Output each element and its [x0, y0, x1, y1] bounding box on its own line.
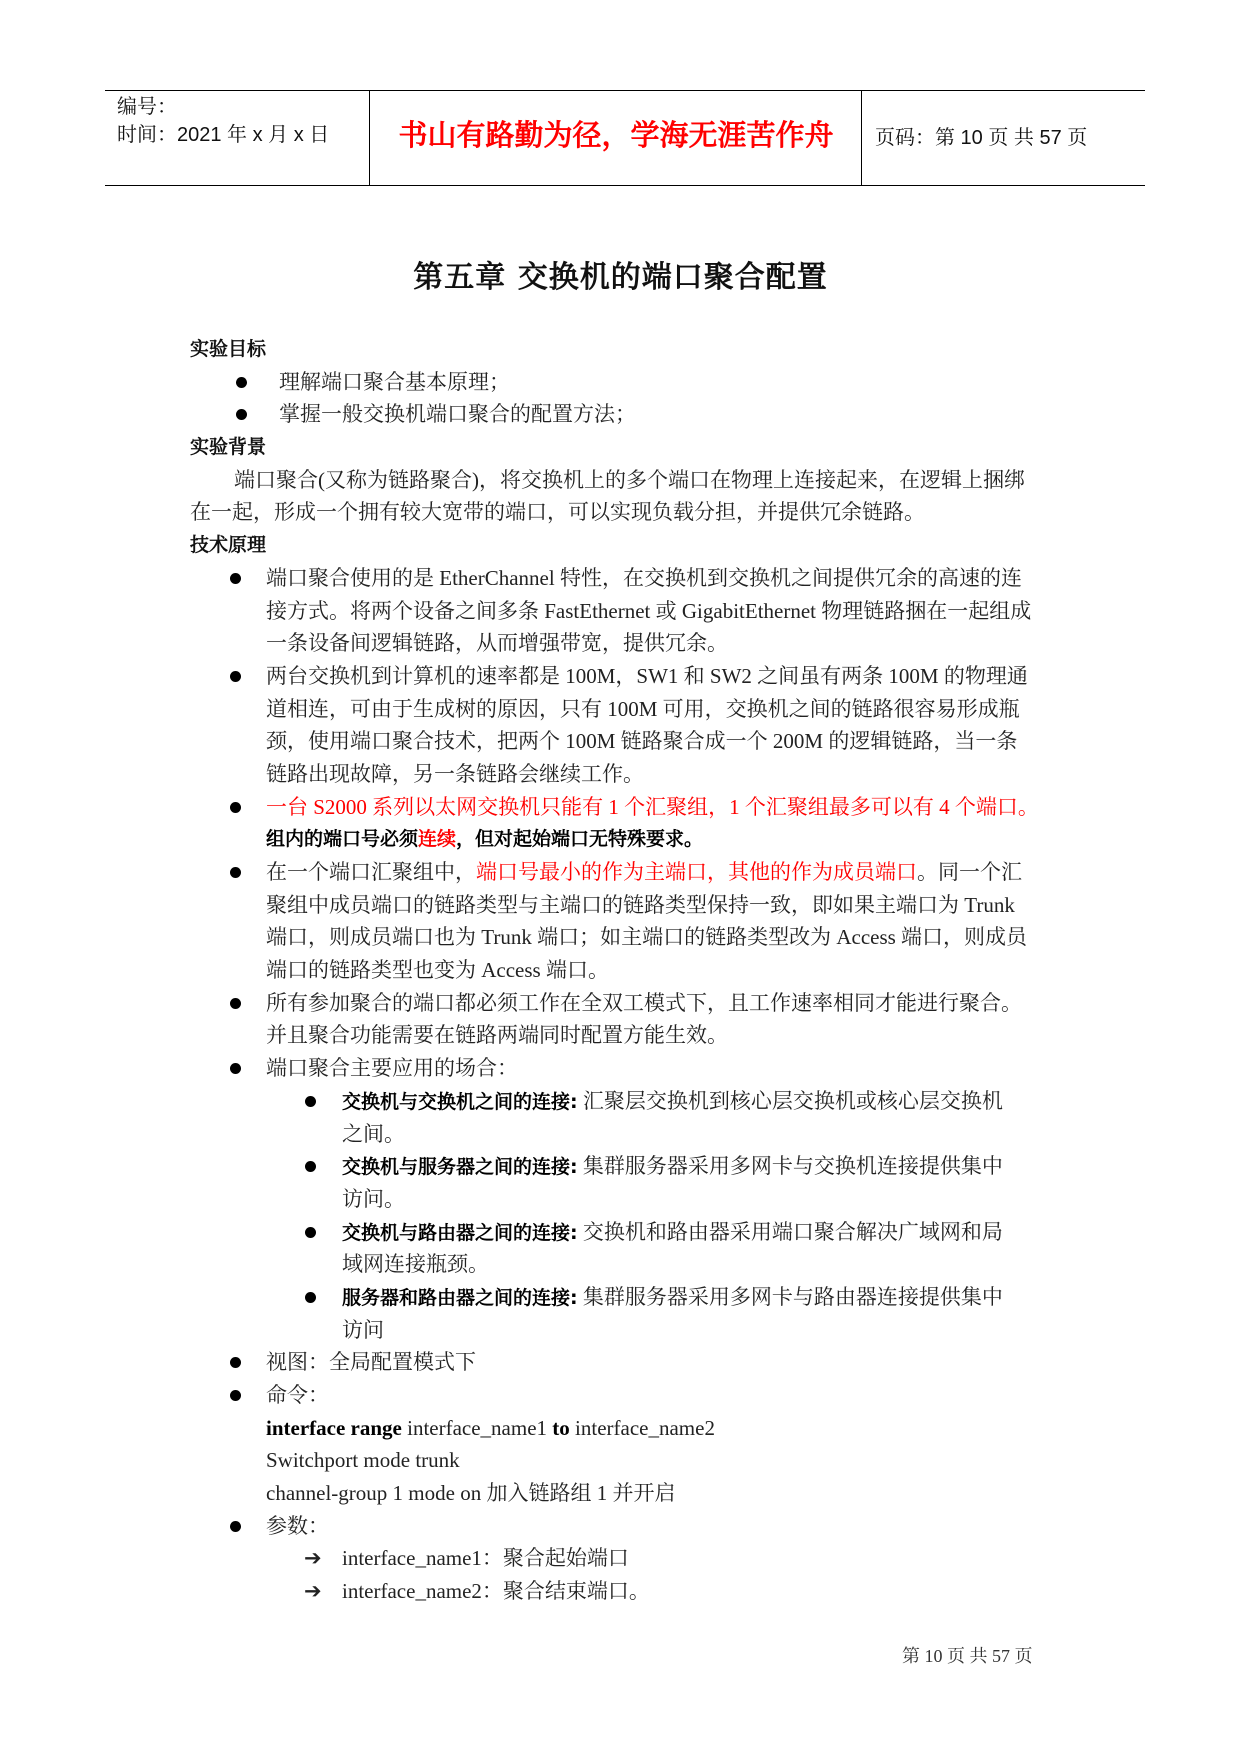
item-text: 参数： [266, 1513, 329, 1538]
sub-list-item [0, 1281, 1241, 1314]
header-page-label: 页码：第 10 页 共 57 页 [875, 127, 1088, 149]
item-text: 端口，则成员端口也为 Trunk 端口；如主端口的链路类型改为 Access 端口，则成员 [266, 925, 1028, 950]
desc: 交换机和路由器采用端口聚合解决广域网和局 [577, 1219, 1003, 1244]
section-heading: 实验目标 [190, 338, 267, 360]
item-text: 视图：全局配置模式下 [266, 1350, 476, 1375]
item-text: 聚组中成员端口的链路类型与主端口的链路类型保持一致，即如果主端口为 Trunk [266, 892, 1015, 917]
item-text: 道相连，可由于生成树的原因，只有 100M 可用，交换机之间的链路很容易形成瓶 [266, 696, 1020, 721]
bullet-icon [230, 1521, 241, 1532]
item-text: 并且聚合功能需要在链路两端同时配置方能生效。 [266, 1023, 728, 1048]
item-text: 接方式。将两个设备之间多条 FastEthernet 或 GigabitEthernet 物理链路捆在一起组成 [266, 598, 1032, 623]
item-text: 访问。 [342, 1186, 405, 1211]
bullet-icon [230, 998, 241, 1009]
header-meta [117, 93, 329, 149]
list-item [0, 366, 1241, 399]
page-header [105, 90, 1145, 186]
item-text [0, 823, 1241, 856]
term: 交换机与服务器之间的连接: [342, 1156, 578, 1179]
highlight-text: 一台 S2000 系列以太网交换机只能有 1 个汇聚组，1 个汇聚组最多可以有 4 个端口。 [266, 794, 1039, 819]
item-text: 端口的链路类型也变为 Access 端口。 [266, 958, 609, 983]
item-text: 所有参加聚合的端口都必须工作在全双工模式下，且工作速率相同才能进行聚合。 [266, 990, 1022, 1015]
command-line: channel-group 1 mode on 加入链路组 1 并开启 [266, 1481, 676, 1506]
list-item [0, 562, 1241, 595]
bullet-icon [230, 1357, 241, 1368]
arrow-right-icon: ➔ [304, 1546, 322, 1571]
item-text: 。同一个汇 [917, 860, 1022, 884]
param-item [0, 1575, 1241, 1608]
argument: interface_name1 [401, 1415, 553, 1440]
keyword: interface range [266, 1415, 402, 1440]
time-label: 时间：2021 年 x 月 x 日 [117, 124, 330, 146]
desc: 集群服务器采用多网卡与路由器连接提供集中 [577, 1284, 1003, 1309]
highlight-text: 端口号最小的作为主端口，其他的作为成员端口 [476, 860, 917, 884]
bold-text: 组内的端口号必须 [266, 828, 419, 851]
list-item [0, 987, 1241, 1020]
bullet-icon [305, 1292, 316, 1303]
bullet-icon [305, 1227, 316, 1238]
param-item [0, 1542, 1241, 1575]
list-item [0, 1052, 1241, 1085]
item-text: interface_name2：聚合结束端口。 [342, 1579, 650, 1604]
list-item [0, 1510, 1241, 1543]
item-text: 端口聚合使用的是 EtherChannel 特性，在交换机到交换机之间提供冗余的高速的连 [266, 565, 1022, 590]
bullet-icon [236, 409, 247, 420]
bullet-icon [230, 1063, 241, 1074]
item-text: 端口聚合主要应用的场合： [266, 1056, 518, 1081]
list-item [0, 1346, 1241, 1379]
list-item [0, 791, 1241, 824]
term: 交换机与路由器之间的连接: [342, 1221, 578, 1244]
divider [369, 91, 370, 185]
paragraph-line: 端口聚合(又称为链路聚合)，将交换机上的多个端口在物理上连接起来，在逻辑上捆绑 [234, 467, 1025, 492]
sub-list-item [0, 1216, 1241, 1249]
item-text: 在一个端口汇聚组中， [266, 860, 476, 884]
bullet-icon [230, 867, 241, 878]
item-text: 一条设备间逻辑链路，从而增强带宽，提供冗余。 [266, 631, 728, 656]
argument: interface_name2 [569, 1415, 715, 1440]
desc: 汇聚层交换机到核心层交换机或核心层交换机 [577, 1088, 1003, 1113]
list-item [0, 398, 1241, 431]
bullet-icon [230, 802, 241, 813]
list-item [0, 856, 1241, 889]
item-text: 颈，使用端口聚合技术，把两个 100M 链路聚合成一个 200M 的逻辑链路，当一条 [266, 729, 1018, 754]
arrow-right-icon: ➔ [304, 1579, 322, 1604]
divider [861, 91, 862, 185]
item-text: 之间。 [342, 1121, 405, 1146]
item-text: 访问 [342, 1317, 384, 1342]
bullet-icon [236, 377, 247, 388]
item-text: 域网连接瓶颈。 [342, 1252, 489, 1277]
desc: 集群服务器采用多网卡与交换机连接提供集中 [577, 1154, 1003, 1179]
paragraph-line: 在一起，形成一个拥有较大宽带的端口，可以实现负载分担，并提供冗余链路。 [190, 500, 925, 525]
highlight-text: 连续 [418, 828, 457, 851]
bullet-icon [230, 573, 241, 584]
item-text: 链路出现故障，另一条链路会继续工作。 [266, 761, 644, 786]
list-item [0, 660, 1241, 693]
keyword: to [552, 1415, 570, 1440]
item-text: 掌握一般交换机端口聚合的配置方法； [279, 402, 636, 427]
bullet-icon [230, 1390, 241, 1401]
command-line [0, 1412, 1241, 1445]
bullet-icon [305, 1161, 316, 1172]
section-heading: 实验背景 [190, 436, 267, 459]
number-label: 编号： [117, 96, 177, 118]
item-text: 命令： [266, 1383, 329, 1407]
bullet-icon [230, 671, 241, 682]
header-motto: 书山有路勤为径，学海无涯苦作舟 [398, 118, 834, 152]
item-text: 理解端口聚合基本原理； [279, 369, 510, 394]
bold-text: ，但对起始端口无特殊要求。 [456, 828, 704, 851]
page-footer: 第 10 页 共 57 页 [902, 1646, 1033, 1666]
term: 服务器和路由器之间的连接: [342, 1286, 578, 1309]
chapter-title: 第五章 交换机的端口聚合配置 [413, 260, 828, 295]
term: 交换机与交换机之间的连接: [342, 1090, 578, 1113]
sub-list-item [0, 1085, 1241, 1118]
command-line: Switchport mode trunk [266, 1448, 460, 1473]
item-text: 两台交换机到计算机的速率都是 100M，SW1 和 SW2 之间虽有两条 100M 的物理通 [266, 663, 1028, 688]
list-item [0, 1379, 1241, 1412]
section-heading: 技术原理 [190, 534, 267, 557]
document-body [0, 333, 1241, 1608]
item-text: interface_name1：聚合起始端口 [342, 1546, 629, 1571]
bullet-icon [305, 1096, 316, 1107]
sub-list-item [0, 1150, 1241, 1183]
